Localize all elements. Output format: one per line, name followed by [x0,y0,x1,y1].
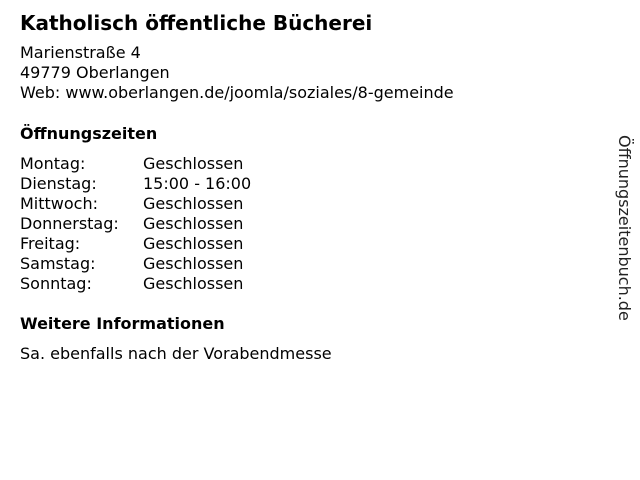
hours-row-friday [20,234,340,254]
time-value: Geschlossen [143,234,244,253]
day-label: Freitag: [20,234,81,253]
hours-row-sunday [20,274,340,294]
library-name: Katholisch öffentliche Bücherei [20,11,373,35]
address-block [20,43,454,103]
more-info-heading: Weitere Informationen [20,314,225,333]
city-postcode: 49779 Oberlangen [20,63,170,82]
day-label: Montag: [20,154,86,173]
day-label: Sonntag: [20,274,92,293]
hours-row-saturday [20,254,340,274]
hours-row-monday [20,154,340,174]
street-address: Marienstraße 4 [20,43,141,62]
opening-hours-list [20,154,340,294]
opening-hours-heading: Öffnungszeiten [20,124,158,143]
day-label: Donnerstag: [20,214,119,233]
hours-row-tuesday [20,174,340,194]
day-label: Dienstag: [20,174,97,193]
time-value: Geschlossen [143,274,244,293]
time-value: Geschlossen [143,194,244,213]
website-line: Web: www.oberlangen.de/joomla/soziales/8-gemeinde [20,83,454,102]
hours-row-wednesday [20,194,340,214]
more-info-text: Sa. ebenfalls nach der Vorabendmesse [20,344,332,363]
hours-row-thursday [20,214,340,234]
time-value: 15:00 - 16:00 [143,174,252,193]
day-label: Mittwoch: [20,194,98,213]
time-value: Geschlossen [143,254,244,273]
time-value: Geschlossen [143,214,244,233]
brand-watermark: Öffnungszeitenbuch.de [615,135,634,321]
day-label: Samstag: [20,254,96,273]
time-value: Geschlossen [143,154,244,173]
